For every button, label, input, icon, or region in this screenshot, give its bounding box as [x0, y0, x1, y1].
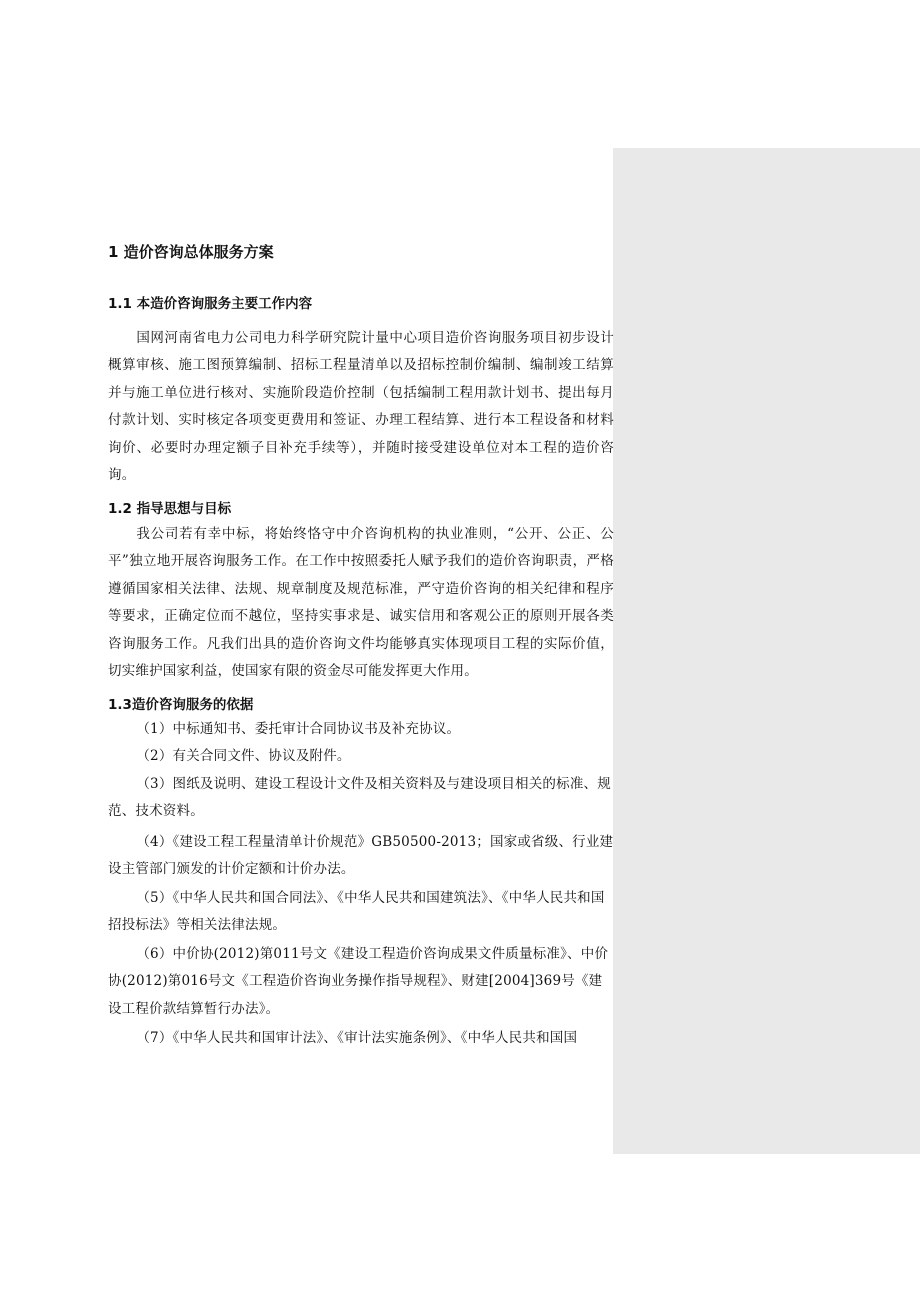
- basis-item-7: （7）《中华人民共和国审计法》、《审计法实施条例》、《中华人民共和国国: [136, 1030, 578, 1046]
- basis-item-2: （2）有关合同文件、协议及附件。: [136, 748, 351, 764]
- section-1-2-paragraph: 我公司若有幸中标，将始终恪守中介咨询机构的执业准则，“公开、公正、公平”独立地开展咨询服务工作。在工作中按照委托人赋予我们的造价咨询职责，严格遵循国家相关法律、法规、规章制度及规范标准，严守造价咨询的相关纪律和程序等要求，正确定位而不越位，坚持实事求是、诚实信用和客观公正的原则开展各类咨询服务工作。凡我们出具的造价咨询文件均能够真实体现项目工程的实际价值，切实维护国家利益，使国家有限的资金尽可能发挥更大作用。: [108, 526, 614, 680]
- basis-item-6: （6）中价协(2012)第011号文《建设工程造价咨询成果文件质量标准》、中价协(2012)第016号文《工程造价咨询业务操作指导规程》、财建[2004]369号《建设工程价款结算暂行办法》。: [108, 946, 609, 1017]
- basis-item-1: （1）中标通知书、委托审计合同协议书及补充协议。: [136, 721, 461, 737]
- heading-1: 1 造价咨询总体服务方案: [108, 243, 274, 261]
- section-1-1-title: 1.1 本造价咨询服务主要工作内容: [108, 296, 313, 312]
- section-1-2-title: 1.2 指导思想与目标: [108, 501, 232, 517]
- section-1-1-paragraph: 国网河南省电力公司电力科学研究院计量中心项目造价咨询服务项目初步设计概算审核、施工图预算编制、招标工程量清单以及招标控制价编制、编制竣工结算并与施工单位进行核对、实施阶段造价控制（包括编制工程用款计划书、提出每月付款计划、实时核定各项变更费用和签证、办理工程结算、进行本工程设备和材料询价、必要时办理定额子目补充手续等），并随时接受建设单位对本工程的造价咨询。: [108, 330, 614, 484]
- comment-margin-pane: [613, 148, 920, 1154]
- basis-item-5: （5）《中华人民共和国合同法》、《中华人民共和国建筑法》、《中华人民共和国招投标法》等相关法律法规。: [108, 890, 605, 934]
- section-1-3-title: 1.3造价咨询服务的依据: [108, 697, 254, 713]
- basis-item-3: （3）图纸及说明、建设工程设计文件及相关资料及与建设项目相关的标准、规范、技术资料。: [108, 776, 611, 820]
- basis-item-4: （4）《建设工程工程量清单计价规范》GB50500-2013；国家或省级、行业建设主管部门颁发的计价定额和计价办法。: [108, 834, 614, 878]
